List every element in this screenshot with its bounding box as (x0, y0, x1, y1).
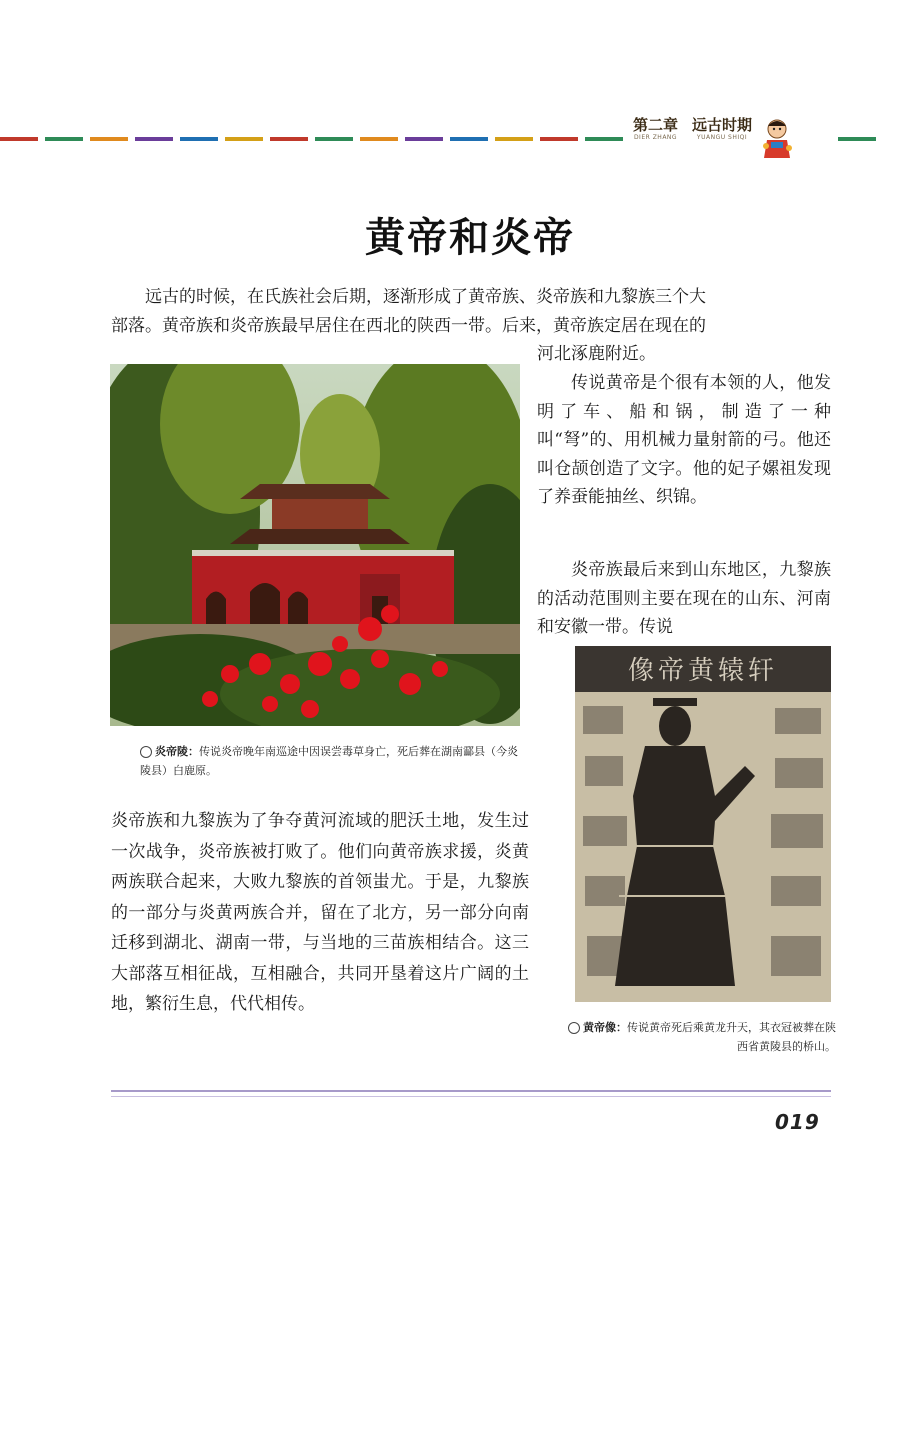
chapter-pinyin: DIER ZHANG (633, 134, 678, 141)
section-label-block (692, 116, 752, 142)
huangdi-relief-photo (575, 646, 831, 1002)
temple-caption-head: 炎帝陵： (155, 745, 199, 758)
section-pinyin: YUANGU SHIQI (696, 134, 748, 141)
paragraph-1-line-3: 河北涿鹿附近。 (537, 344, 656, 364)
paragraph-2: 传说黄帝是个很有本领的人，他发明了车、船和锅，制造了一种叫“弩”的、用机械力量射箭的弓。他还叫仓颉创造了文字。他的妃子嫘祖发现了养蚕能抽丝、织锦。 (537, 373, 831, 507)
header-dash-line-left (0, 137, 623, 141)
paragraph-1-line-1: 远古的时候，在氏族社会后期，逐渐形成了黄帝族、炎帝族和九黎族三个大 (145, 287, 706, 307)
paragraph-1 (111, 283, 831, 340)
paragraph-3-right: 炎帝族最后来到山东地区，九黎族的活动范围则主要在现在的山东、河南和安徽一带。传说 (537, 560, 831, 637)
statue-caption (560, 1018, 836, 1056)
header-dash-line-right (838, 137, 876, 141)
statue-caption-head: 黄帝像： (583, 1021, 627, 1034)
statue-caption-text: 传说黄帝死后乘黄龙升天，其衣冠被葬在陕西省黄陵县的桥山。 (627, 1021, 836, 1053)
statue-inscription: 像帝黄辕轩 (627, 656, 779, 686)
page-number: 019 (775, 1110, 820, 1134)
footer-rule (111, 1090, 831, 1097)
temple-caption (140, 742, 520, 780)
temple-caption-text: 传说炎帝晚年南巡途中因误尝毒草身亡，死后葬在湖南酃县（今炎陵县）白鹿原。 (140, 745, 518, 777)
yandi-mausoleum-photo (110, 364, 520, 726)
cartoon-child-icon (760, 116, 794, 160)
chapter-header (623, 116, 831, 160)
chapter-label-block (633, 116, 678, 142)
chapter-label: 第二章 (633, 116, 679, 134)
caption-bullet-icon (568, 1022, 580, 1034)
section-label: 远古时期 (692, 116, 753, 134)
paragraph-3-left: 炎帝族和九黎族为了争夺黄河流域的肥沃土地，发生过一次战争，炎帝族被打败了。他们向黄帝族求援，炎黄两族联合起来，大败九黎族的首领蚩尤。于是，九黎族的一部分与炎黄两族合并，留在了北方，另一部分向南迁移到湖北、湖南一带，与当地的三苗族相结合。这三大部落互相征战，互相融合，共同开垦着这片广阔的土地，繁衍生息，代代相传。 (111, 811, 529, 1014)
paragraph-1-line-2: 部落。黄帝族和炎帝族最早居住在西北的陕西一带。后来，黄帝族定居在现在的 (111, 315, 706, 336)
page-title: 黄帝和炎帝 (365, 214, 575, 261)
caption-bullet-icon (140, 746, 152, 758)
